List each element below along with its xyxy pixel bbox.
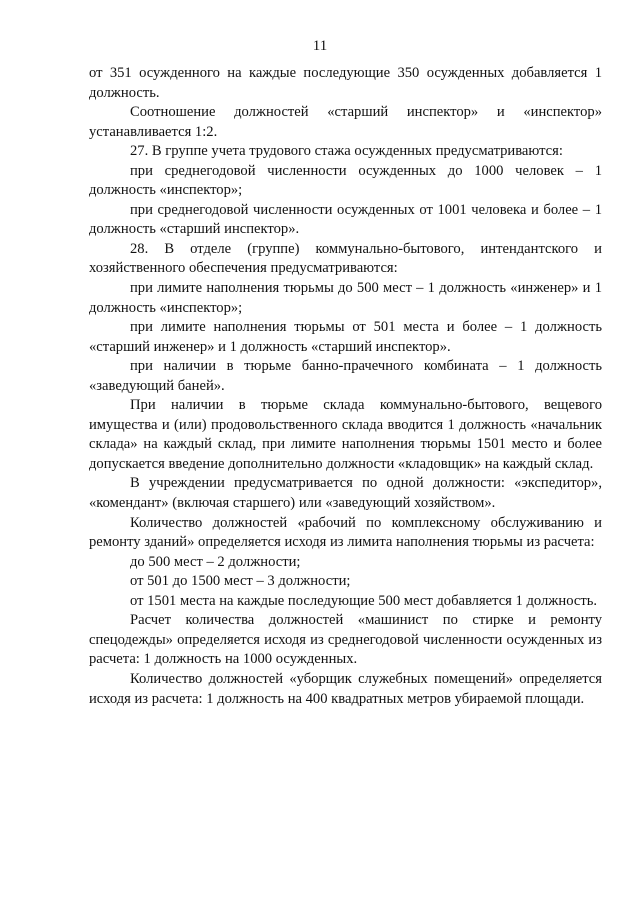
paragraph-bath-laundry: при наличии в тюрьме банно-прачечного комбината – 1 должность «заведующий баней». [89, 358, 602, 394]
paragraph-item-27: 27. В группе учета трудового стажа осужденных предусматриваются: [130, 143, 563, 160]
paragraph-laundry-operator: Расчет количества должностей «машинист по стирке и ремонту спецодежды» определяется исходя из среднегодовой численности осужденных из расчета: 1 должность на 1000 осужденных. [89, 612, 602, 668]
document-body [89, 64, 602, 709]
paragraph-from-501-places: при лимите наполнения тюрьмы от 501 места и более – 1 должность «старший инженер» и 1 должность «старший инспектор». [89, 319, 602, 355]
paragraph-from-1001: при среднегодовой численности осужденных от 1001 человека и более – 1 должность «старший инспектор». [89, 201, 602, 238]
paragraph-cleaner: Количество должностей «уборщик служебных помещений» определяется исходя из расчета: 1 должность на 400 квадратных метров убираемой площади. [89, 670, 602, 707]
page-number: 11 [312, 38, 328, 54]
paragraph-up-to-500-two: до 500 мест – 2 должности; [130, 553, 301, 570]
paragraph-501-1500-three: от 501 до 1500 мест – 3 должности; [130, 573, 351, 590]
paragraph-item-28: 28. В отделе (группе) коммунально-бытового, интендантского и хозяйственного обеспечения предусматриваются: [89, 240, 602, 277]
paragraph-maintenance-workers: Количество должностей «рабочий по комплексному обслуживанию и ремонту зданий» определяется исходя из лимита наполнения тюрьмы из расчета: [89, 514, 602, 551]
paragraph-continuation: от 351 осужденного на каждые последующие 350 осужденных добавляется 1 должность. [89, 65, 602, 101]
paragraph-from-1501: от 1501 места на каждые последующие 500 мест добавляется 1 должность. [130, 592, 598, 609]
paragraph-one-position-each: В учреждении предусматривается по одной должности: «экспедитор», «комендант» (включая старшего) или «заведующий хозяйством». [89, 475, 602, 512]
paragraph-inspector-ratio: Соотношение должностей «старший инспектор» и «инспектор» устанавливается 1:2. [89, 104, 602, 140]
paragraph-up-to-500-places: при лимите наполнения тюрьмы до 500 мест – 1 должность «инженер» и 1 должность «инспектор»; [89, 280, 602, 316]
paragraph-up-to-1000: при среднегодовой численности осужденных до 1000 человек – 1 должность «инспектор»; [89, 162, 602, 199]
paragraph-warehouse: При наличии в тюрьме склада коммунально-бытового, вещевого имущества и (или) продовольственного склада вводится 1 должность «начальник склада» на каждый склад, при лимите наполнения тюрьмы 1501 место и более допускается введение дополнительно должности «кладовщик» на каждый склад. [89, 397, 602, 472]
